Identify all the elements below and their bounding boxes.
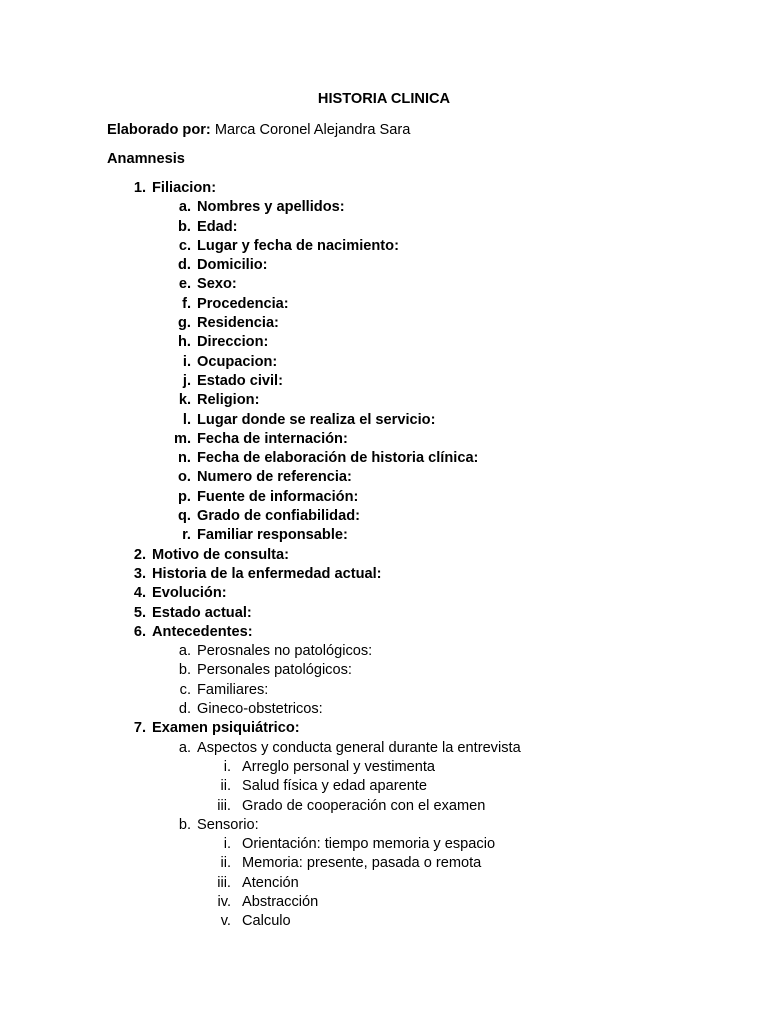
outline-item-text: Lugar y fecha de nacimiento: (197, 237, 399, 254)
outline-item-text: Calculo (242, 913, 291, 930)
outline-item-marker: iii. (217, 797, 231, 814)
outline-item-marker: 5. (133, 604, 146, 621)
outline-item (0, 353, 768, 372)
outline-item-text: Ocupacion: (197, 353, 278, 370)
outline-item-marker: f. (182, 295, 191, 312)
outline-item-text: Personales patológicos: (197, 662, 352, 679)
outline-item (0, 391, 768, 410)
outline-item (0, 526, 768, 545)
outline-item-marker: c. (178, 237, 191, 254)
outline-item-marker: 6. (133, 623, 146, 640)
outline-item-marker: i. (223, 758, 231, 775)
outline-item (0, 893, 768, 912)
outline-item (0, 816, 768, 835)
outline-item-marker: q. (178, 508, 191, 525)
outline-item-text: Numero de referencia: (197, 469, 352, 486)
outline-item-text: Arreglo personal y vestimenta (242, 758, 436, 775)
outline-item (0, 198, 768, 217)
outline-item-text: Evolución: (152, 585, 227, 602)
outline-item-marker: iii. (217, 874, 231, 891)
outline-item-marker: ii. (220, 778, 231, 795)
outline-item-text: Fuente de información: (197, 488, 359, 505)
outline-item (0, 372, 768, 391)
outline-item-text: Abstracción (242, 893, 319, 910)
outline-item (0, 758, 768, 777)
outline-item-marker: 1. (133, 180, 146, 196)
outline-item-marker: b. (178, 218, 191, 235)
outline-item-marker: p. (178, 488, 191, 505)
outline-item-text: Perosnales no patológicos: (197, 643, 373, 660)
outline-item-text: Estado actual: (152, 604, 252, 621)
outline-item (0, 546, 768, 565)
outline-item-text: Estado civil: (197, 372, 283, 389)
outline-item-marker: r. (182, 527, 191, 544)
outline-item-marker: b. (178, 662, 191, 679)
section-heading: Anamnesis (107, 151, 185, 167)
outline-item (0, 565, 768, 584)
outline-item-marker: a. (178, 739, 191, 756)
outline-item-text: Familiar responsable: (197, 527, 348, 544)
outline-item-marker: 7. (133, 720, 146, 737)
author-line (107, 121, 410, 140)
outline-item-text: Nombres y apellidos: (197, 199, 345, 216)
outline-item (0, 411, 768, 430)
outline-item (0, 604, 768, 623)
outline-item-marker: n. (178, 450, 191, 467)
author-label: Elaborado por: (107, 122, 211, 138)
outline-item-marker: o. (178, 469, 191, 486)
outline-item (0, 333, 768, 352)
outline-item (0, 218, 768, 237)
outline-item-marker: d. (178, 257, 191, 274)
outline-item (0, 237, 768, 256)
outline-item-text: Sexo: (197, 276, 237, 293)
outline-item-text: Lugar donde se realiza el servicio: (197, 411, 436, 428)
outline-item (0, 854, 768, 873)
outline-item (0, 584, 768, 603)
outline-item-marker: v. (220, 913, 231, 930)
outline-item-marker: iv. (217, 893, 231, 910)
outline-item (0, 623, 768, 642)
outline-item-text: Antecedentes: (152, 623, 253, 640)
outline-item (0, 777, 768, 796)
outline-item-text: Grado de confiabilidad: (197, 508, 360, 525)
outline-item (0, 507, 768, 526)
outline-item-text: Memoria: presente, pasada o remota (242, 855, 482, 872)
outline-item (0, 874, 768, 893)
outline-item-text: Filiacion: (152, 180, 217, 196)
outline-item-marker: k. (178, 392, 191, 409)
outline-item-marker: i. (182, 353, 191, 370)
outline-item-text: Atención (242, 874, 299, 891)
outline-item-text: Grado de cooperación con el examen (242, 797, 486, 814)
outline-item (0, 681, 768, 700)
outline-item (0, 642, 768, 661)
outline-item-text: Edad: (197, 218, 238, 235)
outline-item-text: Religion: (197, 392, 260, 409)
outline-item-marker: h. (178, 334, 191, 351)
author-name: Marca Coronel Alejandra Sara (214, 122, 411, 138)
outline-item-text: Salud física y edad aparente (242, 778, 427, 795)
outline-item (0, 739, 768, 758)
outline-item-marker: b. (178, 816, 191, 833)
outline-item (0, 700, 768, 719)
outline-item-text: Residencia: (197, 315, 279, 332)
outline-item-text: Domicilio: (197, 257, 268, 274)
outline-item-marker: a. (178, 199, 191, 216)
outline-item (0, 179, 768, 198)
outline-item-text: Motivo de consulta: (152, 546, 290, 563)
outline-item-marker: m. (173, 430, 191, 447)
outline-item-text: Familiares: (197, 681, 269, 698)
outline-item-text: Gineco-obstetricos: (197, 701, 323, 718)
outline-item (0, 449, 768, 468)
outline-item (0, 430, 768, 449)
outline-item-text: Orientación: tiempo memoria y espacio (242, 836, 496, 853)
outline-item (0, 835, 768, 854)
outline-item-marker: 4. (133, 585, 146, 602)
outline-item-marker: j. (182, 372, 191, 389)
outline-item (0, 719, 768, 738)
outline-item-marker: ii. (220, 855, 231, 872)
outline-item (0, 295, 768, 314)
outline-item-text: Examen psiquiátrico: (152, 720, 300, 737)
outline-item (0, 256, 768, 275)
outline-item-text: Fecha de elaboración de historia clínica: (197, 450, 479, 467)
outline-item-marker: a. (178, 643, 191, 660)
outline-item-text: Direccion: (197, 334, 269, 351)
outline-item (0, 797, 768, 816)
outline-item (0, 912, 768, 931)
outline-item-marker: c. (179, 681, 191, 698)
outline-item (0, 275, 768, 294)
outline-item-marker: e. (178, 276, 191, 293)
outline-list (0, 179, 768, 932)
outline-item-marker: d. (178, 701, 191, 718)
outline-item-text: Procedencia: (197, 295, 289, 312)
outline-item (0, 488, 768, 507)
outline-item (0, 661, 768, 680)
outline-item-marker: g. (178, 315, 191, 332)
outline-item (0, 468, 768, 487)
outline-item-text: Sensorio: (197, 816, 259, 833)
outline-item-text: Aspectos y conducta general durante la entrevista (197, 739, 521, 756)
outline-item-marker: l. (182, 411, 191, 428)
outline-item (0, 314, 768, 333)
document-title: HISTORIA CLINICA (317, 91, 451, 107)
outline-item-text: Historia de la enfermedad actual: (152, 565, 382, 582)
outline-item-marker: 2. (133, 546, 146, 563)
outline-item-marker: i. (223, 836, 231, 853)
outline-item-marker: 3. (133, 565, 146, 582)
outline-item-text: Fecha de internación: (197, 430, 348, 447)
